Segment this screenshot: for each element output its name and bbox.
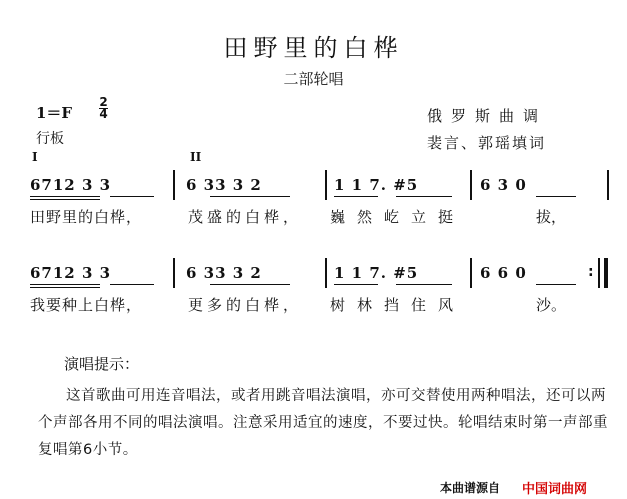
beam (334, 196, 378, 197)
lyrics-credit: 裴言、郭瑶填词 (427, 134, 547, 152)
tempo-marking: 行板 (36, 131, 64, 147)
lyric-2-3: 树林挡住风 (330, 296, 466, 314)
lyric-2-2: 更多的白桦， (188, 296, 303, 314)
measure-2-1: 6712 3 3 (30, 264, 112, 282)
key-signature: 1＝F (36, 104, 73, 122)
beam (210, 284, 290, 285)
barline (470, 258, 472, 288)
time-signature (99, 97, 108, 120)
lyric-1-1: 田野里的白桦， (30, 208, 143, 226)
beam (30, 287, 100, 288)
beam (30, 196, 100, 197)
beam (110, 196, 154, 197)
measure-1-1: 6712 3 3 (30, 176, 112, 194)
beam (334, 284, 378, 285)
repeat-dots-icon: : (588, 264, 594, 280)
measure-1-3: 1 1 7. #5 (334, 176, 419, 194)
meter-top: 2 (99, 95, 108, 109)
barline (325, 170, 327, 200)
source-label: 本曲谱源自 (440, 481, 501, 495)
song-title: 田野里的白桦 (223, 34, 404, 62)
barline (607, 170, 609, 200)
final-barline-thin (598, 258, 600, 288)
beam (210, 196, 290, 197)
lyric-1-3: 巍然屹立挺 (330, 208, 466, 226)
measure-2-3: 1 1 7. #5 (334, 264, 419, 282)
part-two-marker: II (190, 150, 202, 164)
measure-1-2: 6 33 3 2 (186, 176, 262, 194)
beam (396, 284, 452, 285)
music-credit: 俄罗斯曲调 (427, 107, 548, 125)
measure-2-2: 6 33 3 2 (186, 264, 262, 282)
beam (396, 196, 452, 197)
lyric-1-2: 茂盛的白桦， (188, 208, 303, 226)
barline (173, 258, 175, 288)
song-subtitle: 二部轮唱 (283, 70, 344, 88)
measure-1-4: 6 3 0 (480, 176, 527, 194)
beam (110, 284, 154, 285)
final-barline-thick (604, 258, 608, 288)
beam (536, 196, 576, 197)
barline (325, 258, 327, 288)
beam (30, 284, 100, 285)
measure-2-4: 6 6 0 (480, 264, 527, 282)
lyric-1-4: 拔， (536, 208, 567, 226)
meter-bottom: 4 (99, 107, 108, 121)
tips-body: 这首歌曲可用连音唱法，或者用跳音唱法演唱，亦可交替使用两种唱法，还可以两个声部各用不同的唱法演唱。注意采用适宜的速度，不要过快。轮唱结束时第一声部重复唱第6小节。 (38, 388, 608, 458)
part-one-marker: I (32, 150, 38, 164)
barline (173, 170, 175, 200)
site-link[interactable]: 中国词曲网 (522, 482, 588, 497)
lyric-2-1: 我要种上白桦， (30, 296, 143, 314)
lyric-2-4: 沙。 (536, 296, 567, 314)
beam (536, 284, 576, 285)
barline (470, 170, 472, 200)
beam (30, 199, 100, 200)
tips-heading: 演唱提示： (64, 355, 140, 373)
